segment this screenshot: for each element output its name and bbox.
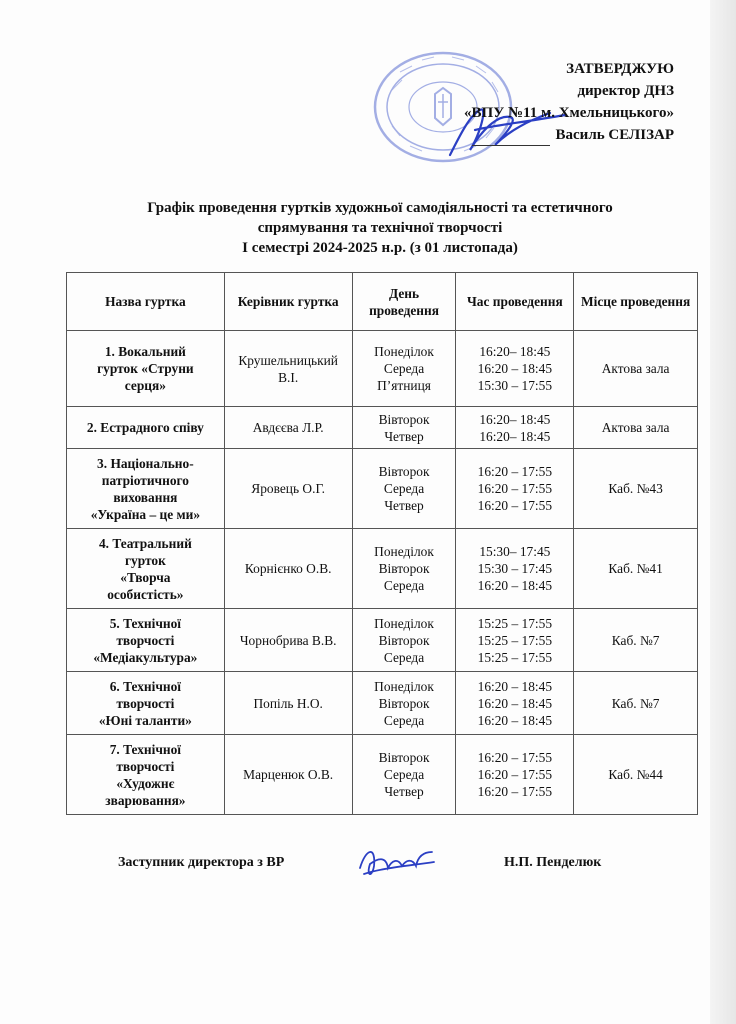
place-cell: Каб. №7 — [574, 609, 698, 672]
times-line: 15:25 – 17:55 — [477, 632, 553, 648]
times-line: 16:20 – 18:45 — [477, 578, 553, 593]
days-line: Понеділок — [374, 344, 434, 359]
table-row — [67, 407, 698, 449]
signature-line — [472, 131, 550, 146]
club-name-cell — [67, 609, 225, 672]
title-line-3: І семестрі 2024-2025 н.р. (з 01 листопада) — [242, 240, 518, 256]
leader-line: Марценюк О.В. — [243, 767, 334, 782]
times-line: 16:20– 18:45 — [479, 428, 551, 444]
club-name-line: гурток — [124, 552, 166, 568]
club-name-line: виховання — [113, 489, 178, 505]
club-name-line: творчості — [116, 632, 175, 648]
days-line: Вівторок — [378, 411, 430, 427]
leader-line: Попіль Н.О. — [253, 695, 323, 711]
place-cell: Каб. №7 — [574, 672, 698, 735]
club-name-line: 3. Національно- — [97, 455, 194, 471]
document-title — [60, 198, 700, 258]
club-name-line: «Україна – це ми» — [90, 506, 201, 522]
days-cell — [352, 672, 456, 735]
days-line: Середа — [383, 649, 425, 665]
days-line: Середа — [383, 481, 425, 496]
times-line: 16:20 – 18:45 — [477, 678, 553, 694]
approval-signature-row — [464, 124, 674, 146]
leader-line: Авдєєва Л.Р. — [252, 420, 324, 435]
times-line: 16:20 – 18:45 — [477, 361, 553, 376]
leader-line: Чорнобрива В.В. — [239, 632, 337, 648]
times-line: 16:20 – 18:45 — [477, 712, 553, 728]
times-cell — [456, 529, 574, 609]
club-name-line: творчості — [116, 758, 175, 774]
times-line: 15:30 – 17:45 — [477, 561, 553, 576]
header-place: Місце проведення — [574, 273, 698, 331]
days-cell — [352, 529, 456, 609]
club-name-line: «Медіакультура» — [93, 649, 198, 665]
times-line: 16:20 – 18:45 — [477, 695, 553, 711]
days-cell — [352, 407, 456, 449]
times-line: 16:20 – 17:55 — [477, 767, 553, 782]
club-name-cell — [67, 735, 225, 815]
club-name-cell — [67, 449, 225, 529]
approval-block — [464, 58, 674, 146]
table-header-row — [67, 273, 698, 331]
leader-line: В.І. — [278, 369, 299, 385]
title-line-2: спрямування та технічної творчості — [257, 220, 503, 236]
times-cell — [456, 331, 574, 407]
table-row — [67, 449, 698, 529]
days-cell — [352, 331, 456, 407]
times-line: 15:25 – 17:55 — [477, 649, 553, 665]
scan-edge — [710, 0, 736, 1024]
footer-name: Н.П. Пенделюк — [504, 855, 602, 870]
days-line: П’ятниця — [377, 378, 431, 393]
club-name-cell — [67, 331, 225, 407]
club-name-line: гурток «Струни — [97, 361, 194, 376]
times-cell — [456, 609, 574, 672]
approval-heading: ЗАТВЕРДЖУЮ — [566, 61, 674, 77]
days-line: Вівторок — [378, 464, 430, 479]
club-name-line: 7. Технічної — [109, 741, 182, 757]
leader-cell — [224, 449, 352, 529]
club-name-line: творчості — [116, 695, 175, 711]
days-line: Четвер — [384, 428, 424, 444]
days-cell — [352, 609, 456, 672]
club-name-line: 6. Технічної — [109, 678, 182, 694]
days-cell — [352, 449, 456, 529]
header-leader: Керівник гуртка — [224, 273, 352, 331]
times-line: 16:20 – 17:55 — [477, 481, 553, 496]
leader-cell — [224, 407, 352, 449]
header-club-name: Назва гуртка — [67, 273, 225, 331]
times-line: 16:20– 18:45 — [479, 411, 551, 427]
title-line-1: Графік проведення гуртків художньої самодіяльності та естетичного — [147, 200, 613, 216]
days-line: Понеділок — [374, 615, 434, 631]
days-line: Вівторок — [378, 632, 430, 648]
leader-cell — [224, 609, 352, 672]
place-cell: Каб. №43 — [574, 449, 698, 529]
place-cell: Актова зала — [574, 331, 698, 407]
club-name-cell — [67, 407, 225, 449]
times-line: 15:25 – 17:55 — [477, 615, 553, 631]
leader-cell — [224, 331, 352, 407]
table-row — [67, 529, 698, 609]
club-name-line: особистість» — [107, 586, 184, 602]
times-line: 16:20 – 17:55 — [477, 498, 553, 513]
times-cell — [456, 407, 574, 449]
approval-institution: «ВПУ №11 м. Хмельницького» — [464, 105, 674, 121]
club-name-line: «Художнє — [116, 775, 175, 791]
table-row — [67, 672, 698, 735]
place-cell: Каб. №44 — [574, 735, 698, 815]
header-time: Час проведення — [456, 273, 574, 331]
days-line: Четвер — [384, 784, 424, 799]
leader-cell — [224, 735, 352, 815]
table-row — [67, 735, 698, 815]
table-row — [67, 609, 698, 672]
club-name-line: 5. Технічної — [109, 615, 182, 631]
place-cell: Каб. №41 — [574, 529, 698, 609]
times-line: 16:20– 18:45 — [479, 344, 551, 359]
club-name-line: «Творча — [120, 569, 171, 585]
table-body — [67, 331, 698, 815]
days-line: Середа — [383, 712, 425, 728]
days-line: Вівторок — [378, 695, 430, 711]
club-name-line: серця» — [124, 378, 166, 393]
times-cell — [456, 672, 574, 735]
club-name-line: зварювання» — [105, 792, 186, 808]
times-line: 16:20 – 17:55 — [477, 750, 553, 765]
club-name-line: «Юні таланти» — [98, 712, 192, 728]
days-line: Понеділок — [374, 544, 434, 559]
days-cell — [352, 735, 456, 815]
club-name-line: патріотичного — [101, 472, 189, 488]
club-name-cell — [67, 672, 225, 735]
days-line: Вівторок — [378, 561, 430, 576]
approval-position: директор ДНЗ — [577, 83, 674, 99]
days-line: Середа — [383, 361, 425, 376]
approval-name: Василь СЕЛІЗАР — [555, 127, 674, 143]
days-line: Четвер — [384, 498, 424, 513]
club-name-cell — [67, 529, 225, 609]
table-row — [67, 331, 698, 407]
times-cell — [456, 449, 574, 529]
leader-cell — [224, 529, 352, 609]
days-line: Середа — [383, 767, 425, 782]
times-cell — [456, 735, 574, 815]
club-name-line: 4. Театральний — [98, 535, 192, 551]
times-line: 16:20 – 17:55 — [477, 784, 553, 799]
leader-line: Яровець О.Г. — [251, 481, 326, 496]
club-name-line: 2. Естрадного співу — [86, 420, 204, 435]
days-line: Понеділок — [374, 678, 434, 694]
days-line: Вівторок — [378, 750, 430, 765]
times-line: 15:30– 17:45 — [479, 544, 551, 559]
header-day: День проведення — [352, 273, 456, 331]
club-name-line: 1. Вокальний — [104, 344, 186, 359]
times-line: 16:20 – 17:55 — [477, 464, 553, 479]
deputy-signature-icon — [352, 838, 438, 888]
leader-cell — [224, 672, 352, 735]
leader-line: Крушельницький — [238, 352, 338, 368]
schedule-table — [66, 272, 698, 815]
place-cell: Актова зала — [574, 407, 698, 449]
days-line: Середа — [383, 578, 425, 593]
footer-position: Заступник директора з ВР — [118, 855, 285, 870]
leader-line: Корнієнко О.В. — [244, 561, 332, 576]
times-line: 15:30 – 17:55 — [477, 378, 553, 393]
